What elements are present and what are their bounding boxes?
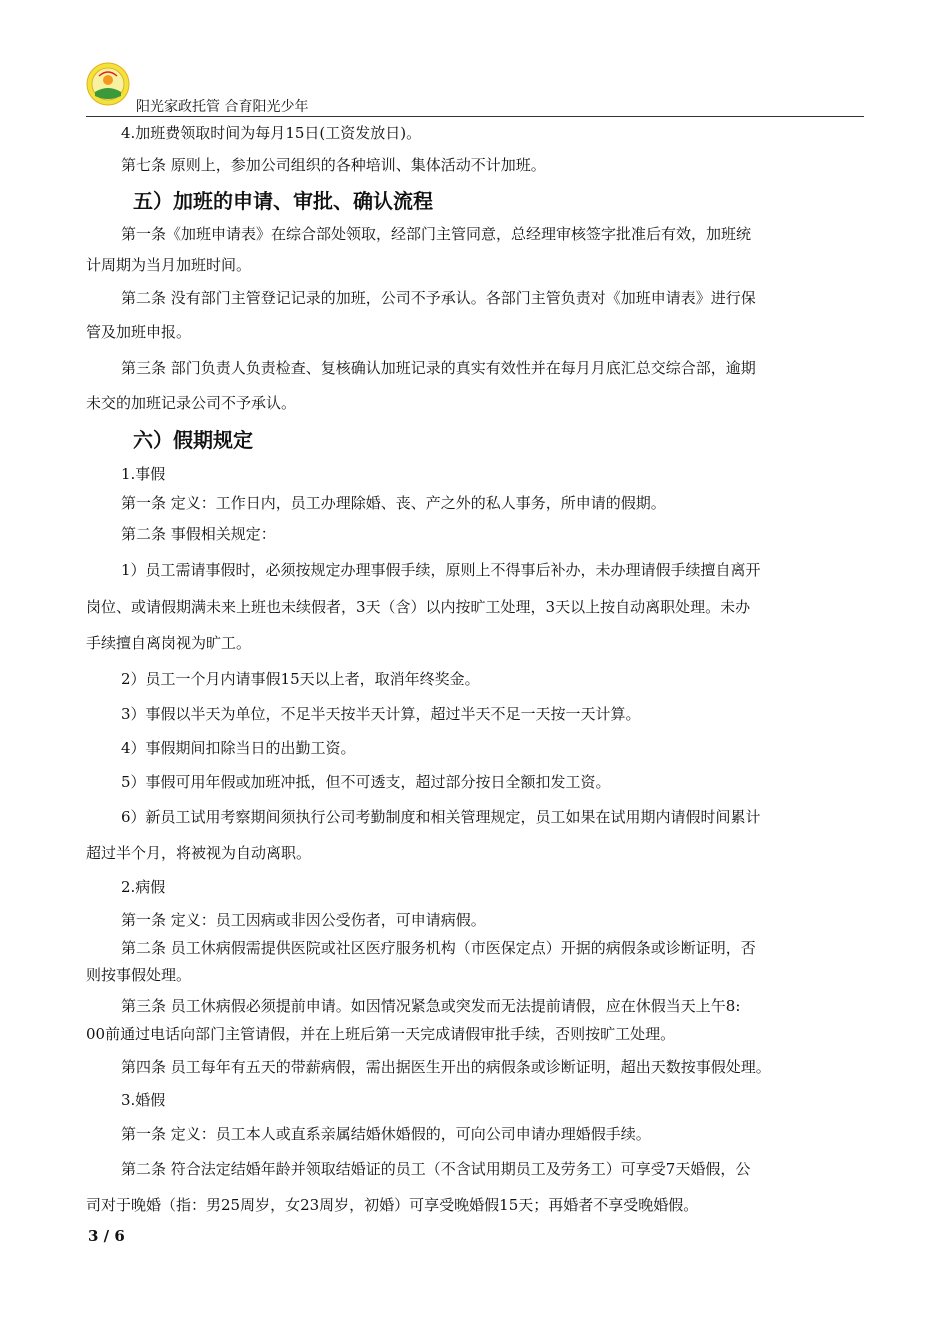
section-heading: 六）假期规定	[133, 428, 253, 452]
text-line: 司对于晚婚（指：男25周岁，女23周岁，初婚）可享受晚婚假15天；再婚者不享受晚婚假。	[86, 1196, 699, 1214]
text-line: 5）事假可用年假或加班冲抵，但不可透支，超过部分按日全额扣发工资。	[121, 773, 611, 791]
text-line: 管及加班申报。	[86, 323, 192, 341]
text-line: 00前通过电话向部门主管请假，并在上班后第一天完成请假审批手续，否则按旷工处理。	[86, 1025, 676, 1043]
header-slogan: 阳光家政托管 合育阳光少年	[136, 99, 309, 115]
text-line: 第二条 员工休病假需提供医院或社区医疗服务机构（市医保定点）开据的病假条或诊断证明，否	[121, 939, 756, 957]
text-line: 岗位、或请假期满未来上班也未续假者，3天（含）以内按旷工处理，3天以上按自动离职处理。未办	[86, 598, 751, 616]
text-line: 6）新员工试用考察期间须执行公司考勤制度和相关管理规定，员工如果在试用期内请假时间累计	[121, 808, 761, 826]
text-line: 第一条 定义：员工因病或非因公受伤者，可申请病假。	[121, 911, 486, 929]
text-line: 计周期为当月加班时间。	[86, 256, 252, 274]
text-line: 第七条 原则上，参加公司组织的各种培训、集体活动不计加班。	[121, 156, 546, 174]
text-line: 手续擅自离岗视为旷工。	[86, 634, 252, 652]
section-heading: 五）加班的申请、审批、确认流程	[133, 189, 433, 213]
text-line: 2）员工一个月内请事假15天以上者，取消年终奖金。	[121, 670, 480, 688]
page-number: 3 / 6	[88, 1227, 125, 1245]
text-line: 第一条 定义：员工本人或直系亲属结婚休婚假的，可向公司申请办理婚假手续。	[121, 1125, 651, 1143]
text-line: 第二条 没有部门主管登记记录的加班，公司不予承认。各部门主管负责对《加班申请表》进行保	[121, 289, 756, 307]
text-line: 第二条 事假相关规定：	[121, 525, 276, 543]
text-line: 4.加班费领取时间为每月15日(工资发放日)。	[121, 124, 422, 142]
company-logo	[86, 62, 130, 106]
text-line: 第三条 部门负责人负责检查、复核确认加班记录的真实有效性并在每月月底汇总交综合部，逾期	[121, 359, 756, 377]
text-line: 第二条 符合法定结婚年龄并领取结婚证的员工（不含试用期员工及劳务工）可享受7天婚假，公	[121, 1160, 751, 1178]
text-line: 3.婚假	[121, 1091, 166, 1109]
text-line: 1.事假	[121, 465, 166, 483]
text-line: 第三条 员工休病假必须提前申请。如因情况紧急或突发而无法提前请假，应在休假当天上午8:	[121, 997, 741, 1015]
text-line: 第一条《加班申请表》在综合部处领取，经部门主管同意，总经理审核签字批准后有效，加班统	[121, 225, 752, 243]
text-line: 则按事假处理。	[86, 966, 192, 984]
text-line: 3）事假以半天为单位，不足半天按半天计算，超过半天不足一天按一天计算。	[121, 705, 641, 723]
text-line: 2.病假	[121, 878, 166, 896]
text-line: 第四条 员工每年有五天的带薪病假，需出据医生开出的病假条或诊断证明，超出天数按事假处理。	[121, 1058, 771, 1076]
text-line: 未交的加班记录公司不予承认。	[86, 394, 297, 412]
text-line: 第一条 定义：工作日内，员工办理除婚、丧、产之外的私人事务，所申请的假期。	[121, 494, 666, 512]
text-line: 4）事假期间扣除当日的出勤工资。	[121, 739, 356, 757]
text-line: 1）员工需请事假时，必须按规定办理事假手续，原则上不得事后补办，未办理请假手续擅自离开	[121, 561, 761, 579]
header-divider	[86, 116, 864, 117]
text-line: 超过半个月，将被视为自动离职。	[86, 844, 312, 862]
